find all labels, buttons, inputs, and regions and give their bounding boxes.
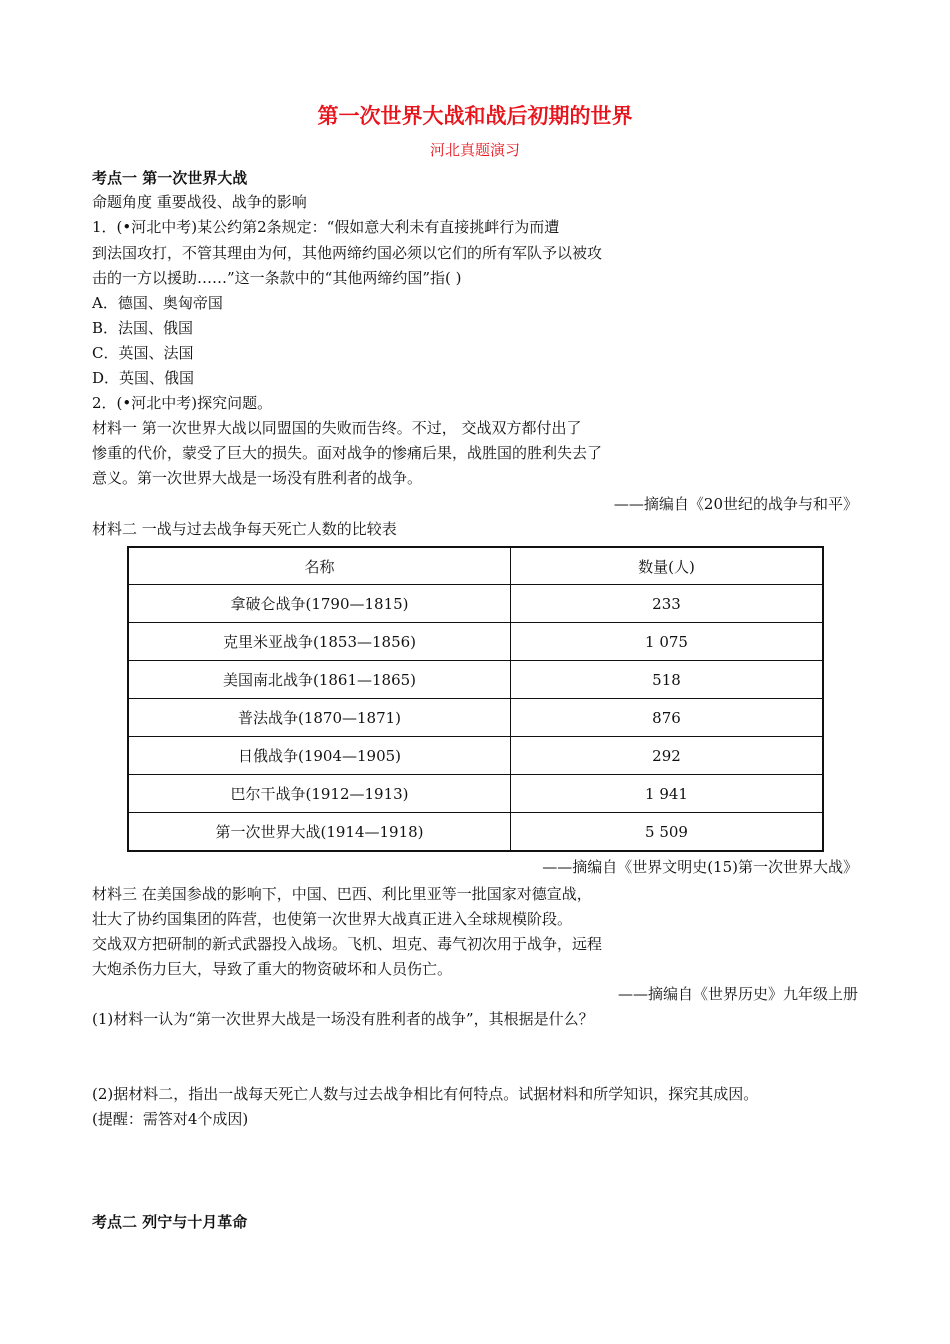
section1-heading: 考点一 第一次世界大战 bbox=[92, 169, 248, 187]
material1-line: 惨重的代价，蒙受了巨大的损失。面对战争的惨痛后果，战胜国的胜利失去了 bbox=[92, 444, 603, 462]
material2-label: 材料二 一战与过去战争每天死亡人数的比较表 bbox=[92, 520, 397, 538]
section1-angle: 命题角度 重要战役、战争的影响 bbox=[92, 193, 307, 211]
table-row bbox=[128, 775, 823, 813]
table-row bbox=[128, 623, 823, 661]
material3-line: 材料三 在美国参战的影响下，中国、巴西、利比里亚等一批国家对德宣战， bbox=[92, 885, 592, 903]
war-name-cell: 拿破仑战争(1790—1815) bbox=[128, 585, 511, 623]
q1-option-b: B．法国、俄国 bbox=[92, 319, 194, 337]
table-header-count: 数量(人) bbox=[511, 547, 824, 585]
q1-option-d: D．英国、俄国 bbox=[92, 369, 195, 387]
death-count-cell: 5 509 bbox=[511, 813, 824, 852]
war-name-cell: 克里米亚战争(1853—1856) bbox=[128, 623, 511, 661]
material2-source: ——摘编自《世界文明史(15)第一次世界大战》 bbox=[542, 858, 858, 876]
death-count-cell: 292 bbox=[511, 737, 824, 775]
war-name-cell: 日俄战争(1904—1905) bbox=[128, 737, 511, 775]
table-header-row bbox=[128, 547, 823, 585]
material3-line: 壮大了协约国集团的阵营，也使第一次世界大战真正进入全球规模阶段。 bbox=[92, 910, 573, 928]
material1-line: 材料一 第一次世界大战以同盟国的失败而告终。不过， 交战双方都付出了 bbox=[92, 419, 582, 437]
q1-line: 击的一方以援助……”这一条款中的“其他两缔约国”指( ) bbox=[92, 269, 462, 287]
q1-option-a: A．德国、奥匈帝国 bbox=[92, 294, 223, 312]
material1-source: ——摘编自《20世纪的战争与和平》 bbox=[613, 495, 858, 513]
death-count-cell: 518 bbox=[511, 661, 824, 699]
table-row bbox=[128, 585, 823, 623]
death-count-cell: 876 bbox=[511, 699, 824, 737]
subquestion-2: (2)据材料二，指出一战每天死亡人数与过去战争相比有何特点。试据材料和所学知识，探究其成因。 bbox=[92, 1085, 759, 1103]
section2-heading: 考点二 列宁与十月革命 bbox=[92, 1213, 248, 1231]
table-row bbox=[128, 661, 823, 699]
page-title: 第一次世界大战和战后初期的世界 bbox=[317, 104, 633, 128]
page-subtitle: 河北真题演习 bbox=[429, 141, 520, 159]
table-row bbox=[128, 813, 823, 852]
death-count-cell: 233 bbox=[511, 585, 824, 623]
war-name-cell: 第一次世界大战(1914—1918) bbox=[128, 813, 511, 852]
material3-line: 大炮杀伤力巨大，导致了重大的物资破坏和人员伤亡。 bbox=[92, 960, 453, 978]
war-name-cell: 普法战争(1870—1871) bbox=[128, 699, 511, 737]
q1-option-c: C．英国、法国 bbox=[92, 344, 194, 362]
material3-line: 交战双方把研制的新式武器投入战场。飞机、坦克、毒气初次用于战争，远程 bbox=[92, 935, 603, 953]
war-name-cell: 巴尔干战争(1912—1913) bbox=[128, 775, 511, 813]
death-count-cell: 1 941 bbox=[511, 775, 824, 813]
death-count-cell: 1 075 bbox=[511, 623, 824, 661]
subquestion-1: (1)材料一认为“第一次世界大战是一场没有胜利者的战争”，其根据是什么？ bbox=[92, 1010, 594, 1028]
q1-line: 1．(•河北中考)某公约第2条规定：“假如意大利未有直接挑衅行为而遭 bbox=[92, 218, 560, 236]
material3-source: ——摘编自《世界历史》九年级上册 bbox=[617, 985, 858, 1003]
material1-line: 意义。第一次世界大战是一场没有胜利者的战争。 bbox=[92, 469, 423, 487]
q1-line: 到法国攻打，不管其理由为何，其他两缔约国必须以它们的所有军队予以被攻 bbox=[92, 244, 603, 262]
subquestion-2-hint: (提醒：需答对4个成因) bbox=[92, 1110, 249, 1128]
table-row bbox=[128, 737, 823, 775]
casualty-table bbox=[127, 546, 824, 852]
table-row bbox=[128, 699, 823, 737]
table-header-name: 名称 bbox=[128, 547, 511, 585]
q2-intro: 2．(•河北中考)探究问题。 bbox=[92, 394, 273, 412]
war-name-cell: 美国南北战争(1861—1865) bbox=[128, 661, 511, 699]
